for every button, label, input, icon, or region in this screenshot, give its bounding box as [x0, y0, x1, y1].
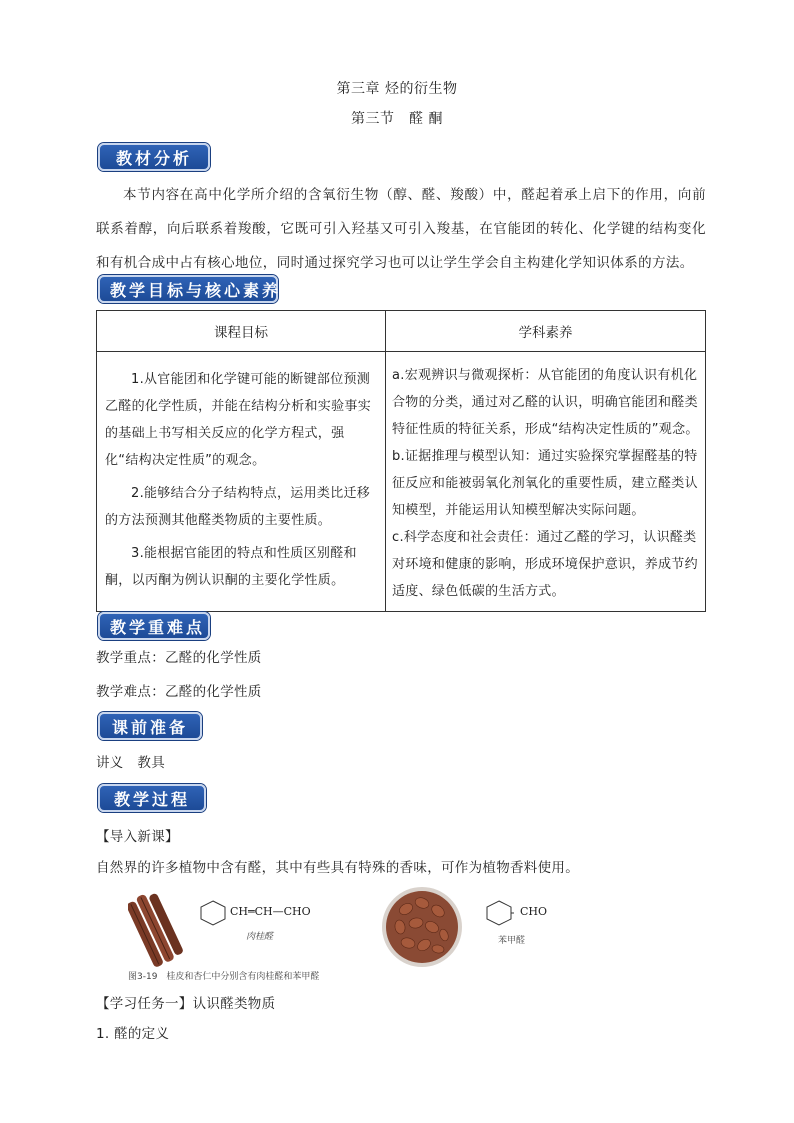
key-difficulty-text: 教学难点：乙醛的化学性质 [96, 684, 262, 700]
course-goal-item: 3.能根据官能团的特点和性质区别醛和酮，以丙酮为例认识酮的主要化学性质。 [105, 546, 357, 588]
benzaldehyde-formula: CHO [520, 905, 548, 918]
almond-image [380, 885, 464, 969]
course-goals-cell [97, 352, 386, 612]
intro-text: 自然界的许多植物中含有醛，其中有些具有特殊的香味，可作为植物香料使用。 [96, 860, 579, 876]
literacy-item: b.证据推理与模型认知：通过实验探究掌握醛基的特征反应和能被弱氧化剂氧化的重要性质，建立醛类认知模型，并能运用认知模型解决实际问题。 [392, 449, 698, 518]
material-analysis-text: 本节内容在高中化学所介绍的含氧衍生物（醇、醛、羧酸）中，醛起着承上启下的作用，向前联系着醇，向后联系着羧酸，它既可引入羟基又可引入羧基，在官能团的转化、化学键的结构变化和有机合成中占有核心地位，同时通过探究学习也可以让学生学会自主构建化学知识体系的方法。 [96, 187, 706, 271]
course-goal-item: 2.能够结合分子结构特点，运用类比迁移的方法预测其他醛类物质的主要性质。 [105, 486, 371, 528]
course-goals-header: 课程目标 [97, 311, 386, 352]
key-focus-text: 教学重点：乙醛的化学性质 [96, 650, 262, 666]
task1-item: 1. 醛的定义 [96, 1026, 170, 1042]
cinnamon-almond-figure [128, 885, 568, 985]
literacy-header: 学科素养 [386, 311, 706, 352]
section-title: 第三节 醛 酮 [351, 111, 443, 127]
literacy-item: a.宏观辨识与微观探析：从官能团的角度认识有机化合物的分类，通过对乙醛的认识，明确官能团和醛类特征性质的特征关系，形成“结构决定性质的”观念。 [392, 368, 699, 437]
literacy-cell [386, 352, 706, 612]
goals-badge: 教学目标与核心素养 [98, 275, 278, 303]
figure-caption: 图3-19 桂皮和杏仁中分别含有肉桂醛和苯甲醛 [128, 972, 320, 982]
goals-table [96, 310, 706, 612]
course-goal-item: 1.从官能团和化学键可能的断键部位预测乙醛的化学性质，并能在结构分析和实验事实的基础上书写相关反应的化学方程式，强化“结构决定性质”的观念。 [105, 372, 372, 468]
chapter-title: 第三章 烃的衍生物 [336, 81, 458, 97]
task1-label: 【学习任务一】认识醛类物质 [96, 996, 276, 1012]
cinnamaldehyde-formula: CH═CH—CHO [230, 905, 311, 918]
key-points-badge: 教学重难点 [98, 612, 210, 640]
benzene-ring-icon [484, 899, 514, 927]
process-badge: 教学过程 [98, 784, 206, 812]
material-analysis-badge: 教材分析 [98, 143, 210, 171]
cinnamaldehyde-name: 肉桂醛 [246, 932, 274, 942]
intro-label: 【导入新课】 [96, 829, 179, 845]
literacy-item: c.科学态度和社会责任：通过乙醛的学习，认识醛类对环境和健康的影响，形成环境保护意识，养成节约适度、绿色低碳的生活方式。 [392, 530, 698, 599]
cinnamon-image [128, 887, 188, 967]
preparation-text: 讲义 教具 [96, 755, 165, 771]
benzaldehyde-name: 苯甲醛 [498, 936, 526, 946]
benzene-ring-icon [198, 899, 228, 927]
preparation-badge: 课前准备 [98, 712, 202, 740]
